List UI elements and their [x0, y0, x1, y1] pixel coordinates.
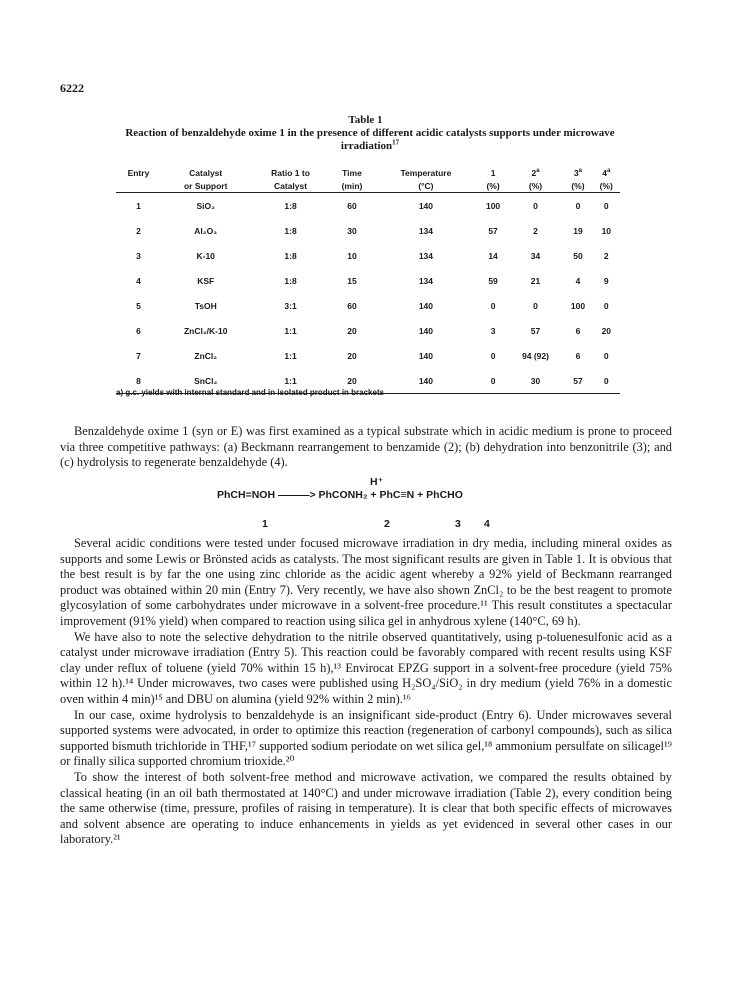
table-body	[116, 193, 620, 394]
equation-catalyst: H⁺	[370, 476, 384, 488]
table-row	[116, 243, 620, 268]
paragraph-1	[60, 424, 672, 471]
table-cell: TsOH	[194, 300, 217, 311]
table-cell: 6	[136, 325, 141, 336]
table-cell: 20	[331, 368, 374, 394]
table-caption-text: Reaction of benzaldehyde oxime 1 in the presence of different acidic catalysts supports under microwave irradiation	[125, 127, 615, 152]
equation-label: 3	[455, 518, 461, 530]
col-subheader: (%)	[563, 179, 592, 193]
paragraph-2: Several acidic conditions were tested under focused microwave irradiation in dry media, including mineral oxides as supports and some Lewis or Brönsted acids as catalysts. The most significant results are given in Table 1. It is obvious that the best result is by far the one using zinc chloride as the acidic agent whereby a 92% yield of Beckmann rearranged product was obtained within 20 min (Entry 7). Very recently, we have also shown ZnCl₂ to be the best reagent to promote glycosylation of some carbohydrates under microwave in a solvent-free procedure.¹¹ This result constitutes a spectacular improvement (91% yield) when compared to reaction using silica gel in anhydrous xylene (140°C, 69 h).	[60, 536, 672, 628]
col-subheader: (%)	[478, 179, 507, 193]
table-cell: 57	[563, 368, 592, 394]
table-cell: 1	[136, 200, 141, 211]
table-subheader-row	[116, 179, 620, 193]
table-cell: 140	[418, 350, 434, 361]
table-cell: 15	[347, 275, 357, 286]
table-cell: 0	[478, 368, 507, 394]
col-header: 4$^a$	[602, 167, 611, 178]
table-cell: 14	[488, 250, 498, 261]
paragraph-5: To show the interest of both solvent-free method and microwave activation, we compared the results obtained by classical heating (in an oil bath thermostated at 140°C) and under microwave irradiation (Table 2), every condition being the same otherwise (time, pressure, profiles of raising in temperature). It is clear that both specific effects of microwaves and solvent absence are operating to induce enhancements in yields as yet evidenced in several other cases in our laboratory.²¹	[60, 769, 672, 847]
table-cell: 20	[347, 325, 357, 336]
col-header: 2$^a$	[531, 167, 540, 178]
table-cell: 0	[575, 200, 581, 211]
table-cell: 100	[485, 200, 501, 211]
table-cell: 0	[603, 300, 609, 311]
col-header: Entry	[127, 167, 150, 178]
table-cell: 1:8	[284, 200, 297, 211]
col-subheader: or Support	[161, 179, 251, 193]
equation-label: 2	[384, 518, 390, 530]
table-row	[116, 193, 620, 219]
paragraph-text: Benzaldehyde oxime 1 (syn or E) was first examined as a typical substrate which in acidic medium is prone to proceed via three competitive pathways: (a) Beckmann rearrangement to benzamide (2); (b) dehydration into benzonitrile (3); and (c) hydrolysis to regenerate benzaldehyde (4).	[60, 424, 672, 470]
table-cell: 7	[136, 350, 141, 361]
results-table	[116, 166, 620, 394]
table-cell: 34	[530, 250, 541, 261]
equation-label: 4	[484, 518, 490, 530]
table-cell: 140	[418, 300, 434, 311]
table-caption-ref: 17	[392, 138, 400, 147]
col-header: Ratio 1 to	[271, 167, 310, 178]
table-cell: 2	[136, 225, 141, 236]
equation: PhCH=NOH ———> PhCONH₂ + PhC≡N + PhCHO	[217, 489, 463, 501]
table-cell: 6	[575, 350, 581, 361]
table-cell: SnCl₂	[161, 368, 251, 394]
table-cell: 21	[530, 275, 541, 286]
table-cell: 140	[373, 368, 478, 394]
table-cell: 0	[593, 368, 620, 394]
table-cell: ZnCl₂/K-10	[183, 325, 228, 336]
table-cell: 4	[136, 275, 141, 286]
table-cell: KSF	[197, 275, 215, 286]
table-title: Table 1	[348, 114, 383, 126]
table-cell: 10	[347, 250, 357, 261]
table-cell: 134	[418, 275, 434, 286]
col-subheader: (%)	[593, 179, 620, 193]
table-cell: 1:8	[284, 275, 297, 286]
paragraph-3: We have also to note the selective dehydration to the nitrile observed quantitatively, using p-toluenesulfonic acid as a catalyst under microwave irradiation (Entry 5). This reaction could be favorably compared with recent results using KSF clay under reflux of toluene (yield 70% within 15 h),¹³ Envirocat EPZG support in a solvent-free procedure (yield 75% within 12 h).¹⁴ Under microwaves, two cases were published using H₂SO₄/SiO₂ in dry medium (yield 76% in a domestic oven within 4 min)¹⁵ and DBU on alumina (yield 92% within 2 min).¹⁶	[60, 629, 672, 706]
table-cell: 1:8	[284, 225, 297, 236]
table-cell: 0	[603, 350, 609, 361]
table-cell: 1:1	[284, 350, 297, 361]
table-cell: 57	[488, 225, 498, 236]
table-cell: 20	[347, 350, 357, 361]
table-cell: 94 (92)	[522, 350, 549, 361]
table-cell: 3:1	[284, 300, 297, 311]
table-header-row	[116, 166, 620, 179]
table-cell: 59	[488, 275, 498, 286]
table-cell: 0	[533, 200, 538, 211]
table-cell: 2	[533, 225, 538, 236]
table-cell: SiO₂	[196, 200, 215, 211]
col-subheader	[116, 179, 161, 193]
table-cell: 0	[490, 350, 496, 361]
table-cell: 2	[603, 250, 609, 261]
table-cell: ZnCl₂	[194, 350, 218, 361]
table-row	[116, 268, 620, 293]
table-cell: 0	[603, 200, 609, 211]
table-cell: 10	[601, 225, 612, 236]
table-cell: 60	[347, 200, 357, 211]
table-cell: 20	[601, 325, 612, 336]
table-row	[116, 218, 620, 243]
body-text	[60, 536, 672, 848]
table-caption	[120, 127, 620, 153]
table-cell: 0	[533, 300, 538, 311]
table-cell: 8	[116, 368, 161, 394]
table-cell: 5	[136, 300, 141, 311]
table-cell: 140	[418, 325, 434, 336]
table-cell: 4	[575, 275, 581, 286]
col-header: 1	[490, 167, 496, 178]
table-row	[116, 343, 620, 368]
col-header: Temperature	[400, 167, 452, 178]
table-cell: 100	[570, 300, 586, 311]
col-header: Time	[342, 167, 362, 178]
table-cell: 140	[418, 200, 434, 211]
table-footnote: a) g.c. yields with internal standard and in isolated product in brackets	[116, 388, 385, 397]
table-cell: 1:1	[284, 325, 297, 336]
table-row	[116, 318, 620, 343]
table-cell: 1:8	[284, 250, 297, 261]
paragraph-4: In our case, oxime hydrolysis to benzaldehyde is an insignificant side-product (Entry 6). Under microwaves several supported systems were advocated, in order to optimize this reaction (regeneration of carbonyl compounds), such as silica supported bismuth trichloride in THF,¹⁷ supported sodium periodate on wet silica gel,¹⁸ ammonium persulfate on silicagel¹⁹ or finally silica supported chromium trioxide.²⁰	[60, 707, 672, 769]
table-cell: 134	[418, 225, 434, 236]
table-cell: 50	[573, 250, 583, 261]
table-cell: 3	[490, 325, 496, 336]
table-cell: 19	[573, 225, 583, 236]
col-header: Catalyst	[189, 167, 223, 178]
page-number: 6222	[60, 81, 84, 95]
table-cell: 57	[530, 325, 541, 336]
table-cell: 30	[347, 225, 357, 236]
table-cell: 134	[418, 250, 434, 261]
col-subheader: Catalyst	[251, 179, 331, 193]
table-row	[116, 293, 620, 318]
table-cell: 30	[508, 368, 564, 394]
table-cell: 3	[136, 250, 141, 261]
table-cell: 1:1	[251, 368, 331, 394]
table-cell: 60	[347, 300, 357, 311]
table-cell: 0	[490, 300, 496, 311]
col-subheader: (min)	[331, 179, 374, 193]
col-subheader: (°C)	[373, 179, 478, 193]
table-cell: K-10	[196, 250, 215, 261]
table-cell: Al₂O₃	[194, 225, 218, 236]
equation-label: 1	[262, 518, 268, 530]
table-cell: 9	[603, 275, 609, 286]
col-subheader: (%)	[508, 179, 564, 193]
table-cell: 6	[575, 325, 581, 336]
col-header: 3$^a$	[573, 167, 582, 178]
